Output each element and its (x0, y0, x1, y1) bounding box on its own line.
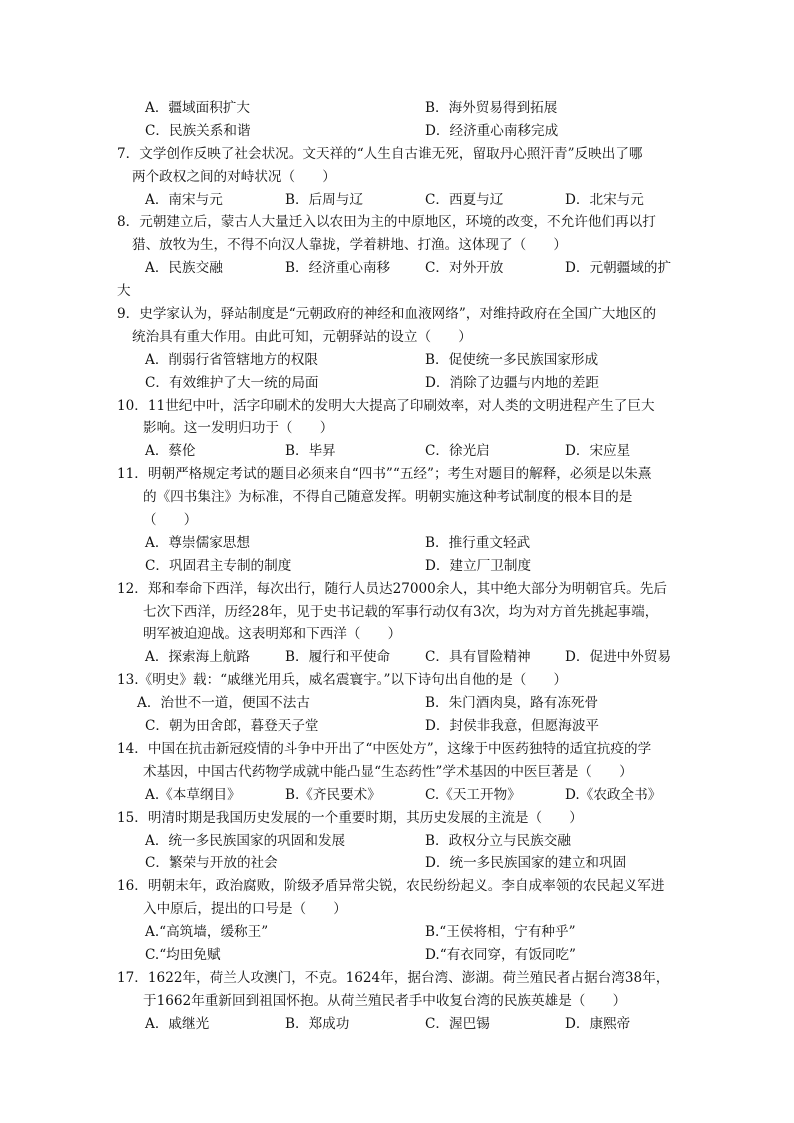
q15-option-a[interactable]: A．统一多民族国家的巩固和发展 (145, 832, 346, 849)
q11-stem-line3: （ ） (143, 512, 198, 529)
q11-options-row1 (117, 532, 683, 555)
q9-option-c[interactable]: C．有效维护了大一统的局面 (145, 374, 319, 391)
q6-option-d[interactable]: D．经济重心南移完成 (425, 122, 559, 139)
q11-stem-line1: 11．明朝严格规定考试的题目必须来自“四书”“五经”；考生对题目的解释，必须是以朱熹 (117, 466, 652, 483)
q12-options (117, 646, 683, 669)
q9-option-b[interactable]: B．促使统一多民族国家形成 (425, 351, 599, 368)
q14-option-d[interactable]: D.《农政全书》 (565, 786, 662, 803)
q6-options-row1 (117, 97, 683, 120)
q17-stem-line2: 于1662年重新回到祖国怀抱。从荷兰殖民者手中收复台湾的民族英雄是（ ） (143, 992, 627, 1009)
q14-option-c[interactable]: C.《天工开物》 (425, 786, 521, 803)
q8-stem-line2: 猎、放牧为生，不得不向汉人靠拢，学着耕地、打渔。这体现了（ ） (132, 237, 567, 254)
q10-option-b[interactable]: B．毕昇 (285, 443, 336, 460)
q12-option-d[interactable]: D．促进中外贸易 (565, 649, 672, 666)
q7-option-c[interactable]: C．西夏与辽 (425, 191, 504, 208)
q16-stem-line2: 入中原后，提出的口号是（ ） (143, 901, 347, 918)
q6-option-b[interactable]: B．海外贸易得到拓展 (425, 100, 558, 116)
q9-option-a[interactable]: A．削弱行省管辖地方的权限 (145, 351, 318, 368)
q15-option-d[interactable]: D．统一多民族国家的建立和巩固 (425, 855, 627, 872)
q7-option-a[interactable]: A．南宋与元 (145, 191, 223, 208)
q16-options-row1 (117, 921, 683, 944)
q8-option-c[interactable]: C．对外开放 (425, 260, 504, 277)
q17-option-c[interactable]: C．渥巴锡 (425, 1015, 490, 1032)
q8-option-b[interactable]: B．经济重心南移 (285, 260, 391, 277)
q10-option-d[interactable]: D．宋应星 (565, 443, 631, 460)
q17-option-a[interactable]: A．戚继光 (145, 1015, 210, 1032)
q15-stem-line1: 15．明清时期是我国历史发展的一个重要时期，其历史发展的主流是（ ） (117, 809, 583, 826)
q13-option-a[interactable]: A．治世不一道，便国不法古 (137, 695, 310, 712)
q12-option-b[interactable]: B．履行和平使命 (285, 649, 391, 666)
q13-options-row1 (117, 692, 683, 715)
q16-options-row2 (117, 944, 683, 967)
q12-option-a[interactable]: A．探索海上航路 (145, 649, 250, 666)
q6-options-row2 (117, 120, 683, 143)
q10-option-c[interactable]: C．徐光启 (425, 443, 490, 460)
q10-options (117, 440, 683, 463)
q14-options (117, 784, 683, 807)
q13-option-c[interactable]: C．朝为田舍郎，暮登天子堂 (145, 718, 319, 735)
q11-options-row2 (117, 555, 683, 578)
q17-stem-line1: 17．1622年，荷兰人攻澳门，不克。1624年，据台湾、澎湖。荷兰殖民者占据台湾38年， (117, 969, 670, 986)
q11-option-b[interactable]: B．推行重文轻武 (425, 534, 531, 551)
q11-option-d[interactable]: D．建立厂卫制度 (425, 557, 532, 574)
q16-option-c[interactable]: C.“均田免赋 (145, 946, 221, 963)
q8-option-d[interactable]: D．元朝疆域的扩 (565, 260, 672, 277)
q7-stem-line1: 7．文学创作反映了社会状况。文天祥的“人生自古谁无死，留取丹心照汗青”反映出了哪 (117, 145, 643, 162)
q11-option-a[interactable]: A．尊崇儒家思想 (145, 534, 250, 551)
q15-option-b[interactable]: B．政权分立与民族交融 (425, 832, 571, 849)
q17-option-b[interactable]: B．郑成功 (285, 1015, 350, 1032)
q7-stem-line2: 两个政权之间的对峙状况（ ） (132, 168, 336, 185)
q14-stem-line1: 14．中国在抗击新冠疫情的斗争中开出了“中医处方”，这缘于中医药独特的适宜抗疫的学 (117, 740, 652, 757)
q9-option-d[interactable]: D．消除了边疆与内地的差距 (425, 374, 600, 391)
q8-option-d-wrap: 大 (117, 283, 131, 300)
q9-stem-line2: 统治具有重大作用。由此可知，元朝驿站的设立（ ） (132, 328, 472, 345)
q8-stem-line1: 8．元朝建立后，蒙古人大量迁入以农田为主的中原地区，环境的改变，不允许他们再以打 (117, 214, 656, 231)
q9-options-row1 (117, 349, 683, 372)
q8-option-a[interactable]: A．民族交融 (145, 260, 223, 277)
q10-option-a[interactable]: A．蔡伦 (145, 443, 196, 460)
q7-option-b[interactable]: B．后周与辽 (285, 191, 363, 208)
q7-option-d[interactable]: D．北宋与元 (565, 191, 644, 208)
q15-options-row2 (117, 852, 683, 875)
q7-options (117, 189, 683, 212)
q12-stem-line3: 明军被迫迎战。这表明郑和下西洋（ ） (143, 626, 402, 643)
q10-stem-line1: 10．11世纪中叶，活字印刷术的发明大大提高了印刷效率，对人类的文明进程产生了巨大 (117, 397, 655, 414)
exam-page (117, 97, 683, 1036)
q16-option-d[interactable]: D.“有衣同穿，有饭同吃” (425, 946, 576, 963)
q13-option-d[interactable]: D．封侯非我意，但愿海波平 (425, 718, 600, 735)
q14-option-a[interactable]: A.《本草纲目》 (145, 786, 241, 803)
q13-option-b[interactable]: B．朱门酒肉臭，路有冻死骨 (425, 695, 599, 712)
q14-option-b[interactable]: B.《齐民要术》 (285, 786, 381, 803)
q15-option-c[interactable]: C．繁荣与开放的社会 (145, 855, 278, 872)
q14-stem-line2: 术基因，中国古代药物学成就中能凸显“生态药性”学术基因的中医巨著是（ ） (143, 763, 633, 780)
q17-option-d[interactable]: D．康熙帝 (565, 1015, 631, 1032)
q16-option-b[interactable]: B.“王侯将相，宁有种乎” (425, 924, 576, 941)
q6-option-c[interactable]: C．民族关系和谐 (145, 122, 251, 139)
q10-stem-line2: 影响。这一发明归功于（ ） (143, 420, 334, 437)
q11-stem-line2: 的《四书集注》为标准，不得自己随意发挥。明朝实施这种考试制度的根本目的是 (143, 489, 633, 506)
q9-options-row2 (117, 372, 683, 395)
q12-stem-line1: 12．郑和奉命下西洋，每次出行，随行人员达27000余人，其中绝大部分为明朝官兵。先后 (117, 580, 667, 597)
q16-stem-line1: 16．明朝末年，政治腐败，阶级矛盾异常尖锐，农民纷纷起义。李自成率领的农民起义军进 (117, 878, 665, 895)
q17-options (117, 1013, 683, 1036)
q16-option-a[interactable]: A.“高筑墙，缓称王” (145, 924, 269, 941)
q15-options-row1 (117, 830, 683, 853)
q13-options-row2 (117, 715, 683, 738)
q12-option-c[interactable]: C．具有冒险精神 (425, 649, 531, 666)
q6-option-a[interactable]: A．疆域面积扩大 (145, 100, 250, 116)
q11-option-c[interactable]: C．巩固君主专制的制度 (145, 557, 292, 574)
q9-stem-line1: 9．史学家认为，驿站制度是“元朝政府的神经和血液网络”，对维持政府在全国广大地区的 (117, 306, 657, 323)
q8-options (117, 257, 683, 280)
q12-stem-line2: 七次下西洋，历经28年，见于史书记载的军事行动仅有3次，均为对方首先挑起事端， (143, 603, 659, 620)
q13-stem-line1: 13.《明史》载：“戚继光用兵，威名震寰宇。”以下诗句出自他的是（ ） (117, 672, 568, 689)
